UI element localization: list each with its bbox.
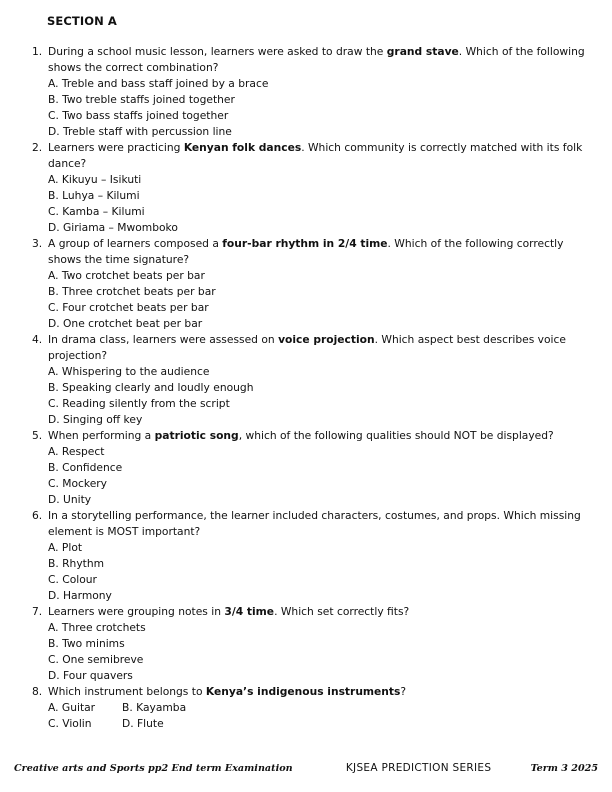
question-keyword: four-bar rhythm in 2/4 time [222, 237, 388, 250]
option-a: A. Respect [48, 445, 105, 458]
question-keyword: Kenya’s indigenous instruments [205, 685, 401, 698]
footer-series: KJSEA PREDICTION SERIES [345, 762, 492, 774]
option-c: C. One semibreve [48, 653, 144, 666]
question-number: 7. [32, 605, 43, 618]
question-keyword: 3/4 time [224, 605, 275, 618]
question-number: 4. [32, 333, 43, 346]
question-6 [32, 508, 597, 604]
page-footer [14, 762, 598, 774]
question-number: 3. [32, 237, 43, 250]
option-d: D. Flute [122, 717, 164, 730]
question-1 [32, 44, 597, 140]
option-c: C. Kamba – Kilumi [48, 205, 145, 218]
question-text: Learners were grouping notes in 3/4 time. Which set correctly fits? [48, 605, 410, 618]
option-b: B. Luhya – Kilumi [48, 189, 140, 202]
question-4 [32, 332, 597, 428]
question-keyword: Kenyan folk dances [183, 141, 302, 154]
option-d: D. Treble staff with percussion line [48, 125, 232, 138]
option-b: B. Confidence [48, 461, 123, 474]
option-b: B. Three crotchet beats per bar [48, 285, 216, 298]
option-c: C. Mockery [48, 477, 107, 490]
question-number: 2. [32, 141, 43, 154]
footer-exam-title: Creative arts and Sports pp2 End term Examination [14, 763, 293, 774]
question-number: 8. [32, 685, 43, 698]
question-8 [32, 684, 597, 732]
option-c: C. Violin [48, 717, 92, 730]
footer-term: Term 3 2025 [530, 763, 598, 774]
option-b: B. Two minims [48, 637, 125, 650]
option-c: C. Reading silently from the script [48, 397, 230, 410]
question-text: In a storytelling performance, the learner included characters, costumes, and props. Which missing element is MOST important? [48, 509, 581, 538]
question-text: During a school music lesson, learners were asked to draw the grand stave. Which of the following shows the correct combination? [48, 45, 585, 74]
option-c: C. Two bass staffs joined together [48, 109, 229, 122]
option-c: C. Four crotchet beats per bar [48, 301, 209, 314]
option-d: D. One crotchet beat per bar [48, 317, 203, 330]
question-7 [32, 604, 597, 684]
option-a: A. Treble and bass staff joined by a brace [48, 77, 269, 90]
question-number: 6. [32, 509, 43, 522]
option-d: D. Unity [48, 493, 92, 506]
question-number: 1. [32, 45, 43, 58]
question-text: In drama class, learners were assessed on voice projection. Which aspect best describes voice projection? [48, 333, 566, 362]
question-list [32, 44, 597, 732]
option-b: B. Kayamba [122, 701, 187, 714]
option-d: D. Harmony [48, 589, 112, 602]
section-title: SECTION A [47, 14, 117, 28]
option-a: A. Two crotchet beats per bar [48, 269, 205, 282]
question-text: A group of learners composed a four-bar rhythm in 2/4 time. Which of the following correctly shows the time signature? [48, 237, 564, 266]
question-number: 5. [32, 429, 43, 442]
option-c: C. Colour [48, 573, 97, 586]
question-keyword: voice projection [278, 333, 375, 346]
option-a: A. Whispering to the audience [48, 365, 210, 378]
question-text: When performing a patriotic song, which of the following qualities should NOT be displayed? [48, 429, 554, 442]
question-text: Which instrument belongs to Kenya’s indigenous instruments? [48, 685, 407, 698]
question-keyword: grand stave [386, 45, 459, 58]
question-5 [32, 428, 597, 508]
option-a: A. Kikuyu – Isikuti [48, 173, 142, 186]
option-b: B. Rhythm [48, 557, 105, 570]
option-d: D. Four quavers [48, 669, 133, 682]
question-text: Learners were practicing Kenyan folk dances. Which community is correctly matched with its folk dance? [48, 141, 583, 170]
option-a: A. Plot [48, 541, 83, 554]
option-b: B. Two treble staffs joined together [48, 93, 235, 106]
option-b: B. Speaking clearly and loudly enough [48, 381, 254, 394]
question-keyword: patriotic song [154, 429, 239, 442]
question-2 [32, 140, 597, 236]
option-d: D. Singing off key [48, 413, 143, 426]
option-d: D. Giriama – Mwomboko [48, 221, 178, 234]
option-a: A. Three crotchets [48, 621, 146, 634]
question-3 [32, 236, 597, 332]
option-a: A. Guitar [48, 701, 96, 714]
